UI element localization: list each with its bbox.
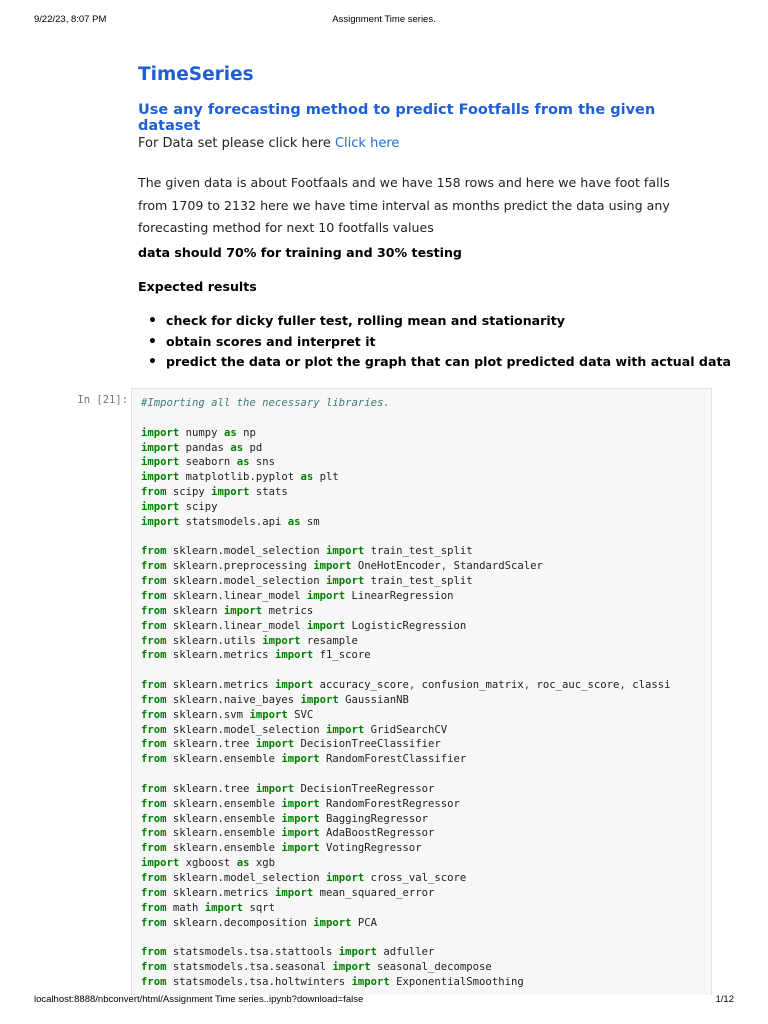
code-token: AdaBoostRegressor — [319, 827, 435, 840]
code-keyword: import — [141, 500, 180, 513]
code-keyword: from — [141, 589, 167, 602]
code-token: accuracy_score — [313, 679, 409, 692]
code-line — [141, 737, 670, 752]
code-token: DecisionTreeClassifier — [294, 738, 441, 751]
code-token: f1_score — [313, 649, 371, 662]
code-keyword: import — [249, 708, 288, 721]
code-keyword: from — [141, 604, 167, 617]
code-cell[interactable] — [131, 388, 712, 995]
code-token: scipy — [166, 486, 212, 499]
code-token: statsmodels.tsa.stattools — [166, 946, 339, 959]
code-keyword: from — [141, 679, 167, 692]
print-url: localhost:8888/nbconvert/html/Assignment Time series..ipynb?download=false — [34, 994, 364, 1005]
code-keyword: import — [274, 679, 314, 692]
expected-results-heading: Expected results — [138, 279, 257, 294]
code-token: sm — [300, 515, 320, 528]
code-keyword: import — [300, 693, 339, 706]
code-token: sklearn.model_selection — [166, 723, 326, 736]
code-token: seasonal_decompose — [370, 961, 492, 974]
code-line — [141, 975, 670, 990]
code-token: numpy — [179, 426, 224, 439]
code-keyword: import — [351, 975, 390, 988]
code-keyword: from — [141, 812, 167, 825]
code-line — [141, 678, 670, 693]
code-keyword: as — [236, 456, 250, 469]
code-token: np — [236, 426, 256, 439]
code-token: sklearn.metrics — [166, 649, 275, 662]
code-token: mean_squared_error — [313, 886, 435, 899]
code-keyword: import — [274, 649, 314, 662]
code-token: sklearn.tree — [166, 782, 256, 795]
code-keyword: from — [141, 916, 167, 929]
code-keyword: import — [211, 486, 250, 499]
expected-item: • check for dicky fuller test, rolling mean and stationarity — [148, 311, 731, 332]
code-keyword: import — [338, 946, 378, 959]
code-keyword: import — [141, 441, 180, 454]
code-token: sklearn.linear_model — [166, 619, 307, 632]
code-keyword: import — [306, 589, 346, 602]
code-keyword: import — [281, 812, 320, 825]
code-token: , — [619, 679, 626, 692]
code-keyword: import — [281, 827, 320, 840]
code-keyword: from — [141, 545, 167, 558]
code-token: sklearn.metrics — [166, 886, 275, 899]
code-token: confusion_matrix — [415, 679, 524, 692]
code-token: LogisticRegression — [345, 619, 467, 632]
code-token: GridSearchCV — [364, 723, 448, 736]
code-line — [141, 411, 670, 426]
code-token: sklearn.ensemble — [166, 812, 282, 825]
code-keyword: import — [141, 456, 180, 469]
code-keyword: from — [141, 575, 167, 588]
code-token: sklearn.model_selection — [166, 575, 326, 588]
code-line — [141, 901, 670, 916]
code-line — [141, 752, 670, 767]
task-heading: Use any forecasting method to predict Footfalls from the given dataset — [138, 102, 656, 134]
code-keyword: from — [141, 975, 167, 988]
code-line — [141, 426, 670, 441]
code-token: StandardScaler — [447, 560, 543, 573]
code-line — [141, 559, 670, 574]
code-token: roc_auc_score — [530, 679, 620, 692]
code-keyword: import — [274, 886, 314, 899]
code-token: sklearn.preprocessing — [166, 560, 314, 573]
code-token: statsmodels.tsa.holtwinters — [166, 975, 352, 988]
dataset-paragraph — [138, 136, 698, 151]
expected-item: • predict the data or plot the graph that can plot predicted data with actual data — [148, 352, 731, 373]
code-keyword: import — [281, 842, 320, 855]
code-line — [141, 708, 670, 723]
code-token: pandas — [179, 441, 231, 454]
code-keyword: from — [141, 872, 167, 884]
code-line — [141, 841, 670, 856]
code-keyword: from — [141, 486, 167, 499]
code-keyword: import — [332, 961, 371, 974]
code-keyword: import — [223, 604, 263, 617]
code-token: sklearn.ensemble — [166, 753, 282, 766]
code-line — [141, 396, 670, 411]
code-token: math — [166, 901, 205, 914]
code-keyword: from — [141, 560, 167, 573]
code-token: train_test_split — [364, 575, 473, 588]
code-line — [141, 916, 670, 931]
code-keyword: from — [141, 693, 167, 706]
code-keyword: from — [141, 842, 167, 855]
code-line — [141, 886, 670, 901]
code-line — [141, 500, 670, 515]
code-token: sklearn.ensemble — [166, 797, 282, 810]
code-line — [141, 767, 670, 782]
code-keyword: as — [230, 441, 244, 454]
code-line — [141, 589, 670, 604]
code-token: cross_val_score — [364, 872, 467, 884]
code-keyword: from — [141, 723, 167, 736]
code-token: VotingRegressor — [319, 842, 422, 855]
code-keyword: import — [313, 916, 352, 929]
code-keyword: as — [223, 426, 237, 439]
code-keyword: from — [141, 946, 167, 959]
code-token: scipy — [179, 500, 218, 513]
split-note: data should 70% for training and 30% testing — [138, 245, 462, 260]
code-keyword: import — [255, 738, 295, 751]
code-token: sns — [249, 456, 275, 469]
code-line — [141, 441, 670, 456]
code-line — [141, 530, 670, 545]
dataset-text: For Data set please click here — [138, 136, 335, 151]
code-token: sklearn.model_selection — [166, 545, 326, 558]
code-line — [141, 648, 670, 663]
code-keyword: as — [300, 471, 314, 484]
code-token: ExponentialSmoothing — [389, 975, 524, 988]
expected-item: • obtain scores and interpret it — [148, 332, 731, 353]
code-token: RandomForestClassifier — [319, 753, 467, 766]
code-keyword: from — [141, 797, 167, 810]
code-keyword: from — [141, 634, 167, 647]
code-line — [141, 930, 670, 945]
notebook-title: TimeSeries — [138, 64, 254, 85]
code-line — [141, 693, 670, 708]
code-keyword: import — [281, 753, 320, 766]
code-line — [141, 515, 670, 530]
code-token: sklearn — [166, 604, 224, 617]
code-token: , — [440, 560, 448, 573]
code-keyword: import — [262, 634, 301, 647]
code-token: SVC — [287, 708, 314, 721]
code-token: sklearn.svm — [166, 708, 250, 721]
code-token: PCA — [351, 916, 378, 929]
code-token: RandomForestRegressor — [319, 797, 460, 810]
code-token: GaussianNB — [338, 693, 409, 706]
code-line — [141, 619, 670, 634]
code-keyword: import — [325, 575, 365, 588]
code-keyword: from — [141, 886, 167, 899]
code-token: sklearn.naive_bayes — [166, 693, 301, 706]
code-token: LinearRegression — [345, 589, 454, 602]
code-keyword: from — [141, 782, 167, 795]
code-token: statsmodels.tsa.seasonal — [166, 961, 333, 974]
code-token: resample — [300, 634, 358, 647]
code-token: sklearn.linear_model — [166, 589, 307, 602]
code-line — [141, 663, 670, 678]
code-line — [141, 945, 670, 960]
code-token: sklearn.tree — [166, 738, 256, 751]
code-keyword: import — [255, 782, 295, 795]
code-keyword: import — [281, 797, 320, 810]
code-keyword: import — [325, 723, 365, 736]
print-page-title: Assignment Time series. — [332, 14, 436, 25]
code-line — [141, 871, 670, 886]
code-line — [141, 634, 670, 649]
code-token: stats — [249, 486, 288, 499]
code-line — [141, 485, 670, 500]
code-keyword: import — [325, 545, 365, 558]
code-line — [141, 544, 670, 559]
code-keyword: import — [313, 560, 352, 573]
code-token: xgb — [249, 857, 275, 870]
code-line — [141, 826, 670, 841]
code-token: sklearn.decomposition — [166, 916, 314, 929]
code-token: xgboost — [179, 857, 237, 870]
code-keyword: import — [141, 515, 180, 528]
code-token: pd — [243, 441, 263, 454]
code-line — [141, 812, 670, 827]
code-line — [141, 455, 670, 470]
code-token: OneHotEncoder — [351, 560, 441, 573]
code-keyword: from — [141, 827, 167, 840]
code-keyword: import — [204, 901, 244, 914]
code-token: statsmodels.api — [179, 515, 288, 528]
code-line — [141, 723, 670, 738]
code-line — [141, 960, 670, 975]
code-line — [141, 856, 670, 871]
code-token: sklearn.utils — [166, 634, 263, 647]
code-token: sklearn.ensemble — [166, 842, 282, 855]
code-keyword: import — [325, 872, 365, 884]
print-page-number: 1/12 — [715, 994, 734, 1005]
code-keyword: import — [306, 619, 346, 632]
code-keyword: from — [141, 961, 167, 974]
code-line — [141, 604, 670, 619]
code-keyword: from — [141, 901, 167, 914]
code-token: sqrt — [243, 901, 275, 914]
code-line — [141, 470, 670, 485]
code-token: adfuller — [377, 946, 435, 959]
code-comment: #Importing all the necessary libraries. — [141, 397, 390, 409]
expected-results-list — [148, 311, 731, 373]
code-token: sklearn.model_selection — [166, 872, 326, 884]
code-keyword: from — [141, 649, 167, 662]
code-keyword: import — [141, 426, 180, 439]
code-line — [141, 797, 670, 812]
code-token: plt — [313, 471, 339, 484]
code-keyword: import — [141, 471, 180, 484]
code-token: , — [408, 679, 416, 692]
description-paragraph: The given data is about Footfaals and we have 158 rows and here we have foot falls from 1709 to 2132 here we have time interval as months predict the data using any forecasting method for next 10 footfalls values — [138, 175, 670, 235]
code-keyword: from — [141, 753, 167, 766]
code-token: , — [523, 679, 531, 692]
code-token: matplotlib.pyplot — [179, 471, 301, 484]
code-token: DecisionTreeRegressor — [294, 782, 435, 795]
code-keyword: as — [236, 857, 250, 870]
code-line — [141, 574, 670, 589]
code-block — [141, 396, 670, 990]
code-token: sklearn.ensemble — [166, 827, 282, 840]
code-token: classi — [625, 679, 671, 692]
code-token: sklearn.metrics — [166, 679, 275, 692]
dataset-link[interactable]: Click here — [334, 136, 400, 151]
code-token: train_test_split — [364, 545, 473, 558]
code-token: BaggingRegressor — [319, 812, 429, 825]
code-keyword: as — [287, 515, 301, 528]
code-keyword: from — [141, 708, 167, 721]
code-keyword: import — [141, 857, 180, 870]
code-keyword: from — [141, 738, 167, 751]
code-keyword: from — [141, 619, 167, 632]
cell-prompt: In [21]: — [77, 394, 128, 406]
print-datetime: 9/22/23, 8:07 PM — [34, 14, 107, 25]
code-line — [141, 782, 670, 797]
code-token: seaborn — [179, 456, 237, 469]
code-token: metrics — [262, 604, 314, 617]
